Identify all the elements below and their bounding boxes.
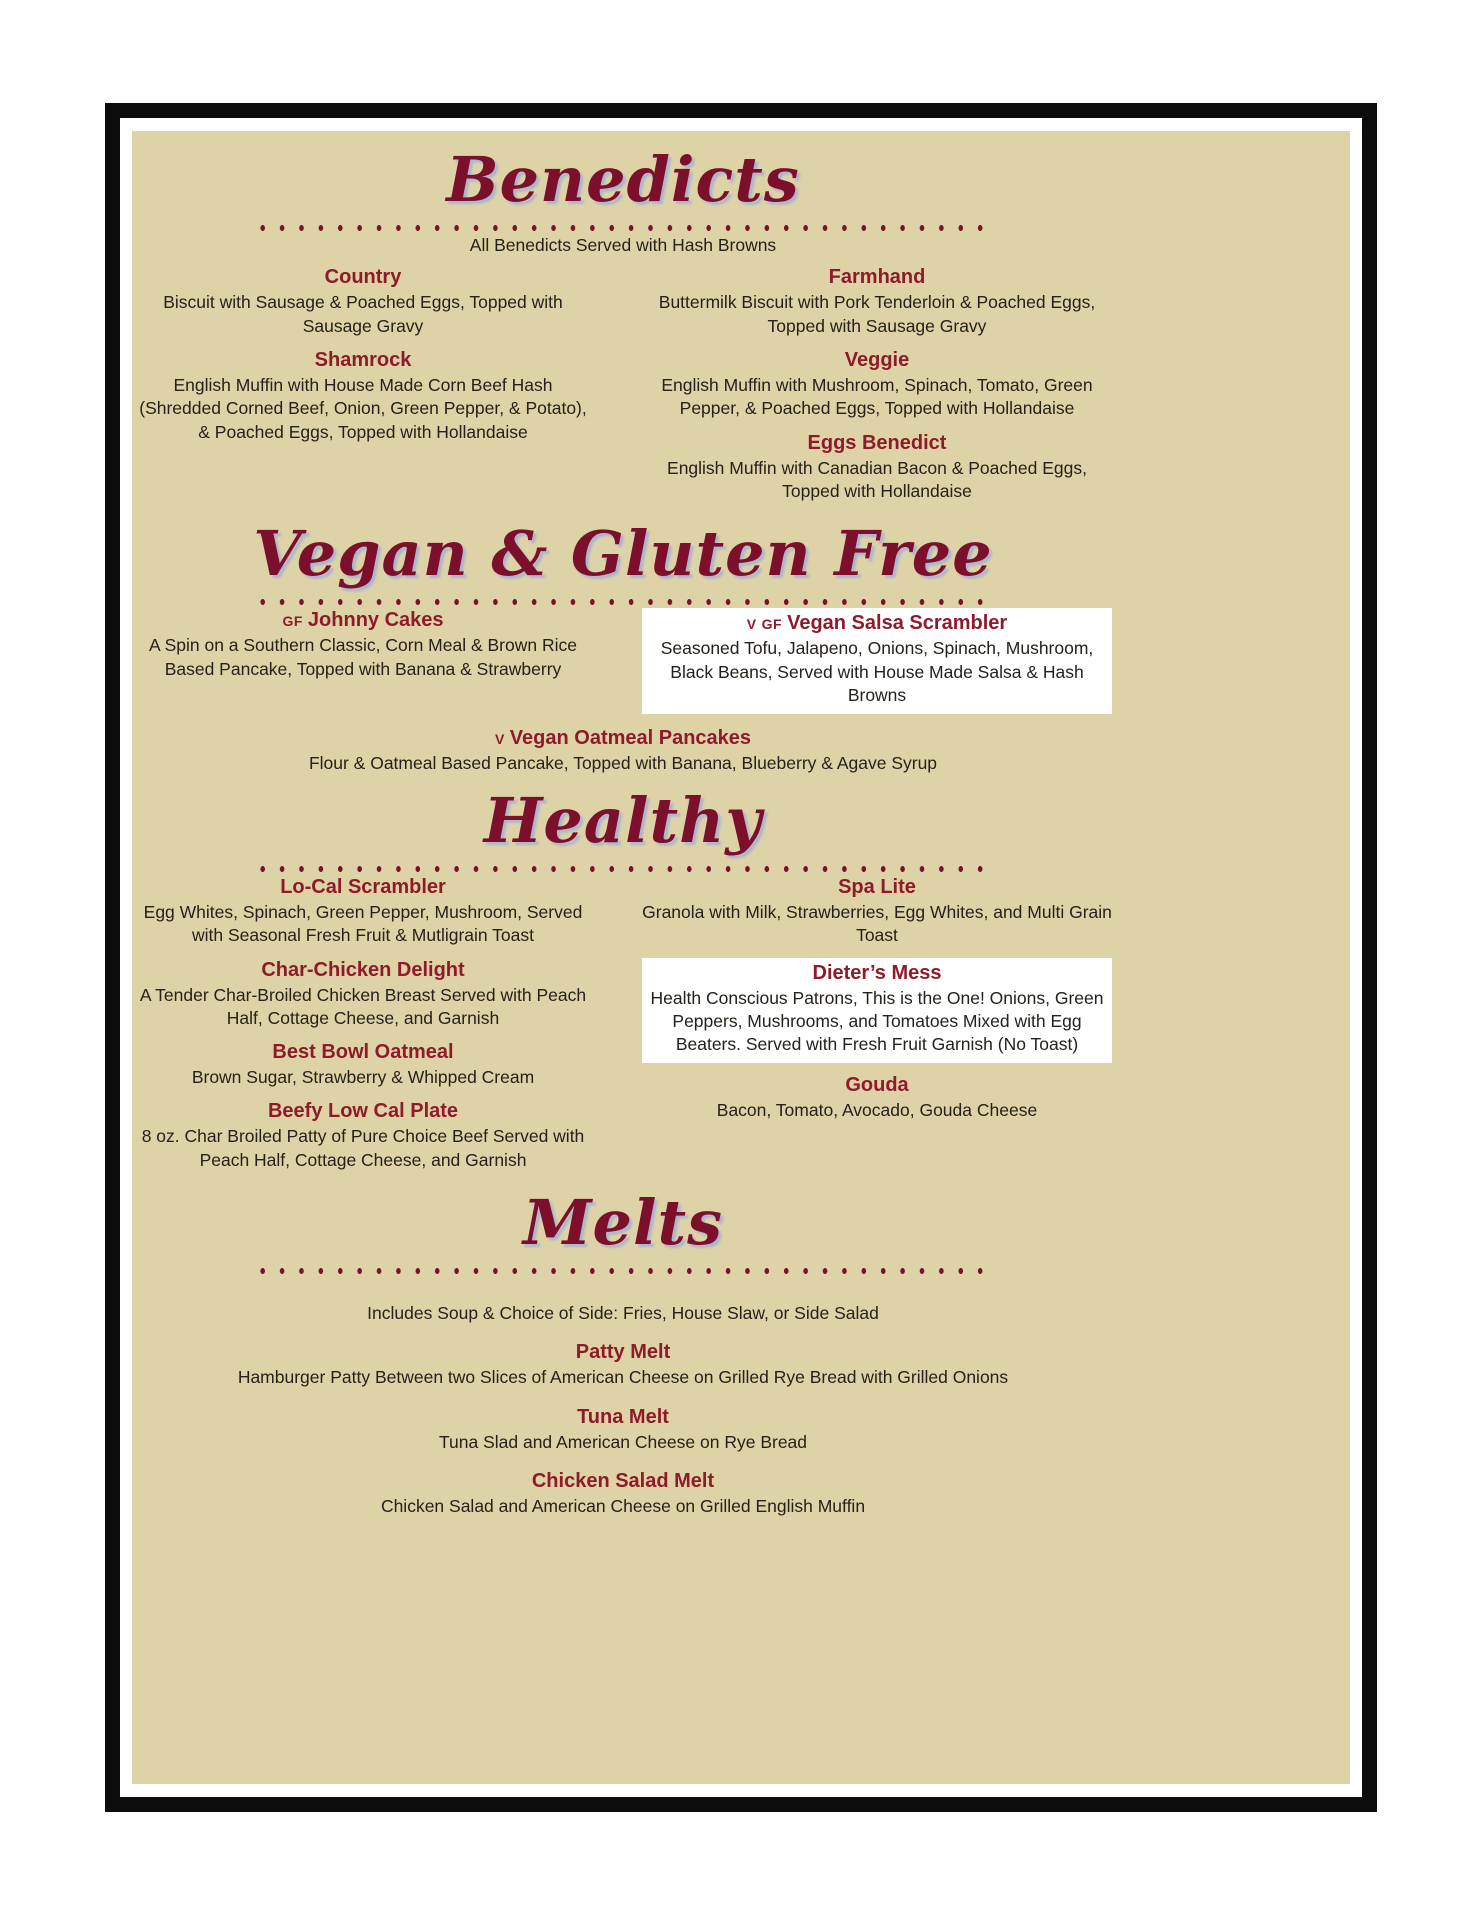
- menu-item-name: [642, 348, 1112, 372]
- menu-item-name: [642, 875, 1112, 899]
- menu-item-name-text: Gouda: [845, 1074, 909, 1097]
- menu-item-desc: Flour & Oatmeal Based Pancake, Topped with Banana, Blueberry & Agave Syrup: [308, 753, 938, 774]
- menu-item-name: [132, 1040, 594, 1064]
- menu-item-name: [132, 875, 594, 899]
- menu-item: [642, 348, 1112, 421]
- dotted-divider-icon: [253, 863, 993, 875]
- menu-item: [132, 265, 594, 338]
- menu-item: [132, 1405, 1114, 1454]
- menu-item-name: [132, 265, 594, 289]
- menu-section: [132, 783, 1114, 1182]
- menu-item-name: [132, 726, 1114, 750]
- diet-badge: V: [746, 616, 757, 633]
- section-column: [132, 875, 594, 1182]
- menu-item: [132, 1040, 594, 1089]
- menu-item-name-text: Country: [324, 266, 402, 289]
- menu-item-desc: Buttermilk Biscuit with Pork Tenderloin & Poached Eggs, Topped with Sausage Gravy: [658, 292, 1096, 336]
- menu-item-name-text: Johnny Cakes: [307, 609, 444, 632]
- section-columns: [132, 608, 1114, 724]
- menu-item-desc: 8 oz. Char Broiled Patty of Pure Choice Beef Served with Peach Half, Cottage Cheese, and Garnish: [141, 1126, 585, 1170]
- menu-item: [132, 608, 594, 681]
- menu-content: [132, 145, 1114, 1518]
- menu-item-name-text: Veggie: [844, 348, 910, 371]
- menu-item-name: [644, 961, 1110, 985]
- section-columns: [132, 875, 1114, 1182]
- diet-badge: GF: [282, 613, 303, 630]
- menu-item-desc: Seasoned Tofu, Jalapeno, Onions, Spinach, Mushroom, Black Beans, Served with House Made Salsa & Hash Browns: [660, 638, 1094, 705]
- menu-item-name: [642, 1073, 1112, 1097]
- section-title: Vegan & Gluten Free: [253, 517, 993, 591]
- menu-item: [132, 1469, 1114, 1518]
- menu-item: [132, 1340, 1114, 1389]
- menu-item-desc: Biscuit with Sausage & Poached Eggs, Topped with Sausage Gravy: [163, 292, 563, 336]
- menu-item-name-text: Lo-Cal Scrambler: [280, 875, 446, 898]
- menu-paper: [132, 131, 1350, 1784]
- menu-item-name-text: Char-Chicken Delight: [261, 958, 465, 981]
- menu-item-desc: Egg Whites, Spinach, Green Pepper, Mushroom, Served with Seasonal Fresh Fruit & Mutligrain Toast: [143, 901, 583, 946]
- menu-item-name: [132, 958, 594, 982]
- section-column: [642, 265, 1112, 513]
- menu-item-desc: Tuna Slad and American Cheese on Rye Bread: [438, 1431, 808, 1452]
- section-title: Healthy: [483, 783, 763, 857]
- dotted-divider-icon: [253, 222, 993, 234]
- section-column: [132, 265, 594, 453]
- menu-section: [132, 1185, 1114, 1518]
- menu-item-name: [132, 1405, 1114, 1429]
- menu-item-name-text: Beefy Low Cal Plate: [267, 1100, 459, 1123]
- menu-item-desc: Hamburger Patty Between two Slices of American Cheese on Grilled Rye Bread with Grilled Onions: [237, 1367, 1009, 1388]
- menu-item: [132, 875, 594, 948]
- menu-item-name-text: Patty Melt: [575, 1341, 671, 1364]
- dotted-divider-icon: [253, 1265, 993, 1277]
- menu-item-desc: Health Conscious Patrons, This is the One! Onions, Green Peppers, Mushrooms, and Tomatoes Mixed with Egg Beaters. Served with Fresh Fruit Garnish (No Toast): [650, 987, 1104, 1055]
- menu-item-name-text: Farmhand: [828, 266, 926, 289]
- diet-badge: V: [494, 731, 505, 748]
- menu-item-desc: Granola with Milk, Strawberries, Egg Whites, and Multi Grain Toast: [642, 901, 1112, 946]
- menu-item: [642, 608, 1112, 714]
- menu-item-name: [642, 431, 1112, 455]
- paper-frame: [105, 103, 1377, 1812]
- menu-item-name-text: Chicken Salad Melt: [531, 1469, 715, 1492]
- section-note: Includes Soup & Choice of Side: Fries, House Slaw, or Side Salad: [367, 1303, 879, 1324]
- menu-section: [132, 519, 1114, 776]
- menu-item-name: [132, 1469, 1114, 1493]
- menu-item: [642, 265, 1112, 338]
- menu-item-name: [644, 611, 1110, 635]
- menu-item-name: [132, 1340, 1114, 1364]
- menu-item-name: [132, 348, 594, 372]
- menu-item-desc: English Muffin with Mushroom, Spinach, Tomato, Green Pepper, & Poached Eggs, Topped with Hollandaise: [661, 374, 1093, 419]
- menu-item-desc: English Muffin with Canadian Bacon & Poached Eggs, Topped with Hollandaise: [667, 457, 1087, 501]
- menu-item-desc: Bacon, Tomato, Avocado, Gouda Cheese: [716, 1100, 1038, 1121]
- section-title: Benedicts: [446, 143, 800, 216]
- menu-item-name-text: Shamrock: [314, 348, 412, 371]
- menu-item: [132, 348, 594, 444]
- diet-badge: GF: [761, 616, 783, 633]
- menu-item-name: [132, 608, 594, 632]
- section-note: All Benedicts Served with Hash Browns: [469, 235, 777, 256]
- menu-item-desc: A Spin on a Southern Classic, Corn Meal & Brown Rice Based Pancake, Topped with Banana & Strawberry: [149, 635, 577, 679]
- menu-item-name-text: Vegan Salsa Scrambler: [787, 612, 1008, 635]
- menu-item: [132, 726, 1114, 775]
- section-column: [132, 608, 594, 691]
- section-column: [642, 875, 1112, 1133]
- menu-item: [132, 958, 594, 1031]
- menu-item-name-text: Dieter’s Mess: [812, 961, 942, 984]
- menu-item-desc: Chicken Salad and American Cheese on Grilled English Muffin: [380, 1495, 866, 1516]
- section-column: [642, 608, 1112, 724]
- menu-item-name-text: Tuna Melt: [577, 1405, 669, 1428]
- menu-item-name-text: Best Bowl Oatmeal: [272, 1041, 454, 1064]
- menu-item: [132, 1099, 594, 1172]
- section-title: Melts: [522, 1185, 724, 1259]
- menu-item-desc: English Muffin with House Made Corn Beef Hash (Shredded Corned Beef, Onion, Green Pepper, & Potato), & Poached Eggs, Topped with Hollandaise: [139, 374, 587, 442]
- menu-item: [642, 1073, 1112, 1122]
- menu-item: [642, 875, 1112, 948]
- menu-section: [132, 145, 1114, 513]
- menu-item: [642, 958, 1112, 1064]
- menu-item: [642, 431, 1112, 504]
- dotted-divider-icon: [253, 596, 993, 608]
- menu-item-name-text: Spa Lite: [838, 875, 916, 898]
- menu-item-name: [132, 1099, 594, 1123]
- menu-item-name-text: Vegan Oatmeal Pancakes: [509, 727, 752, 750]
- menu-item-name-text: Eggs Benedict: [807, 431, 947, 454]
- menu-item-desc: A Tender Char-Broiled Chicken Breast Served with Peach Half, Cottage Cheese, and Garnish: [139, 984, 587, 1028]
- menu-item-name: [642, 265, 1112, 289]
- menu-item-desc: Brown Sugar, Strawberry & Whipped Cream: [191, 1067, 535, 1088]
- section-columns: [132, 265, 1114, 513]
